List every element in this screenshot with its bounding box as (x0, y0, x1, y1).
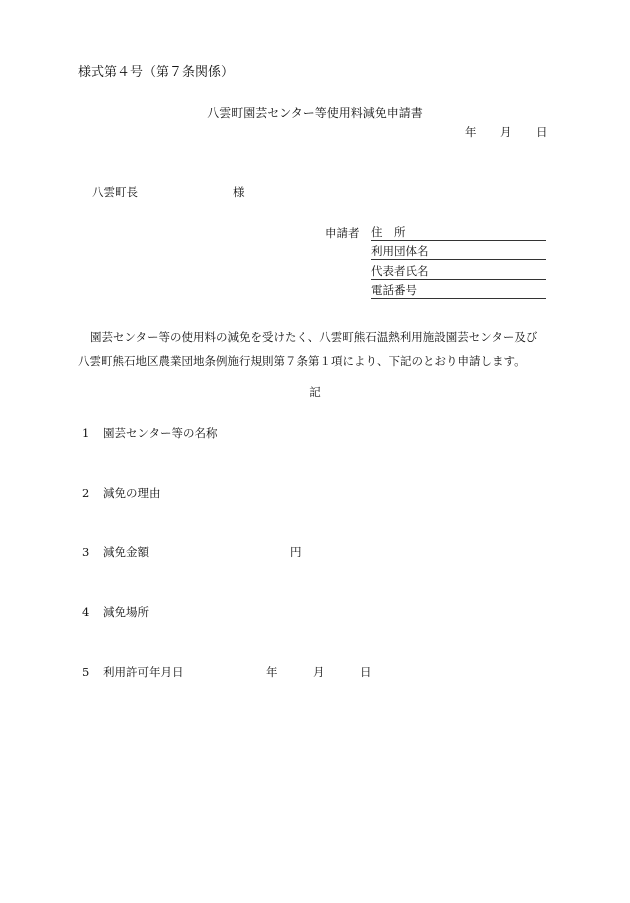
form-number: 様式第４号（第７条関係） (78, 65, 235, 80)
representative-name-label: 代表者氏名 (371, 264, 429, 278)
permit-day-label: 日 (360, 665, 372, 679)
permit-month-label: 月 (313, 665, 325, 679)
item-facility-name-label: 園芸センター等の名称 (103, 426, 218, 440)
item-reduction-place-label: 減免場所 (103, 605, 149, 619)
item-number: 5 (82, 665, 90, 679)
ki-heading: 記 (309, 385, 321, 399)
document-title: 八雲町園芸センター等使用料減免申請書 (207, 106, 423, 120)
representative-name-field[interactable] (371, 266, 546, 280)
phone-number-label: 電話番号 (371, 283, 417, 297)
organization-name-field[interactable] (371, 246, 546, 260)
organization-name-label: 利用団体名 (371, 244, 429, 258)
item-number: 3 (82, 545, 90, 559)
addressee-name: 八雲町長 (92, 185, 138, 199)
permit-year-label: 年 (266, 665, 278, 679)
applicant-label: 申請者 (325, 226, 360, 240)
item-reduction-amount-label: 減免金額 (103, 545, 149, 559)
date-day-label: 日 (536, 125, 548, 139)
item-number: 2 (82, 486, 90, 500)
date-month-label: 月 (500, 125, 512, 139)
item-permit-date-label: 利用許可年月日 (103, 665, 184, 679)
date-year-label: 年 (465, 125, 477, 139)
item-number: 4 (82, 605, 90, 619)
item-reduction-reason-label: 減免の理由 (103, 486, 161, 500)
phone-number-field[interactable] (371, 285, 546, 299)
address-field[interactable] (371, 227, 546, 241)
yen-unit: 円 (290, 545, 302, 559)
addressee-honorific: 様 (233, 185, 245, 199)
item-number: 1 (82, 426, 90, 440)
address-label: 住 所 (371, 225, 406, 239)
application-statement: 園芸センター等の使用料の減免を受けたく、八雲町熊石温熱利用施設園芸センター及び八雲町熊石地区農業団地条例施行規則第７条第１項により、下記のとおり申請します。 (78, 330, 538, 368)
